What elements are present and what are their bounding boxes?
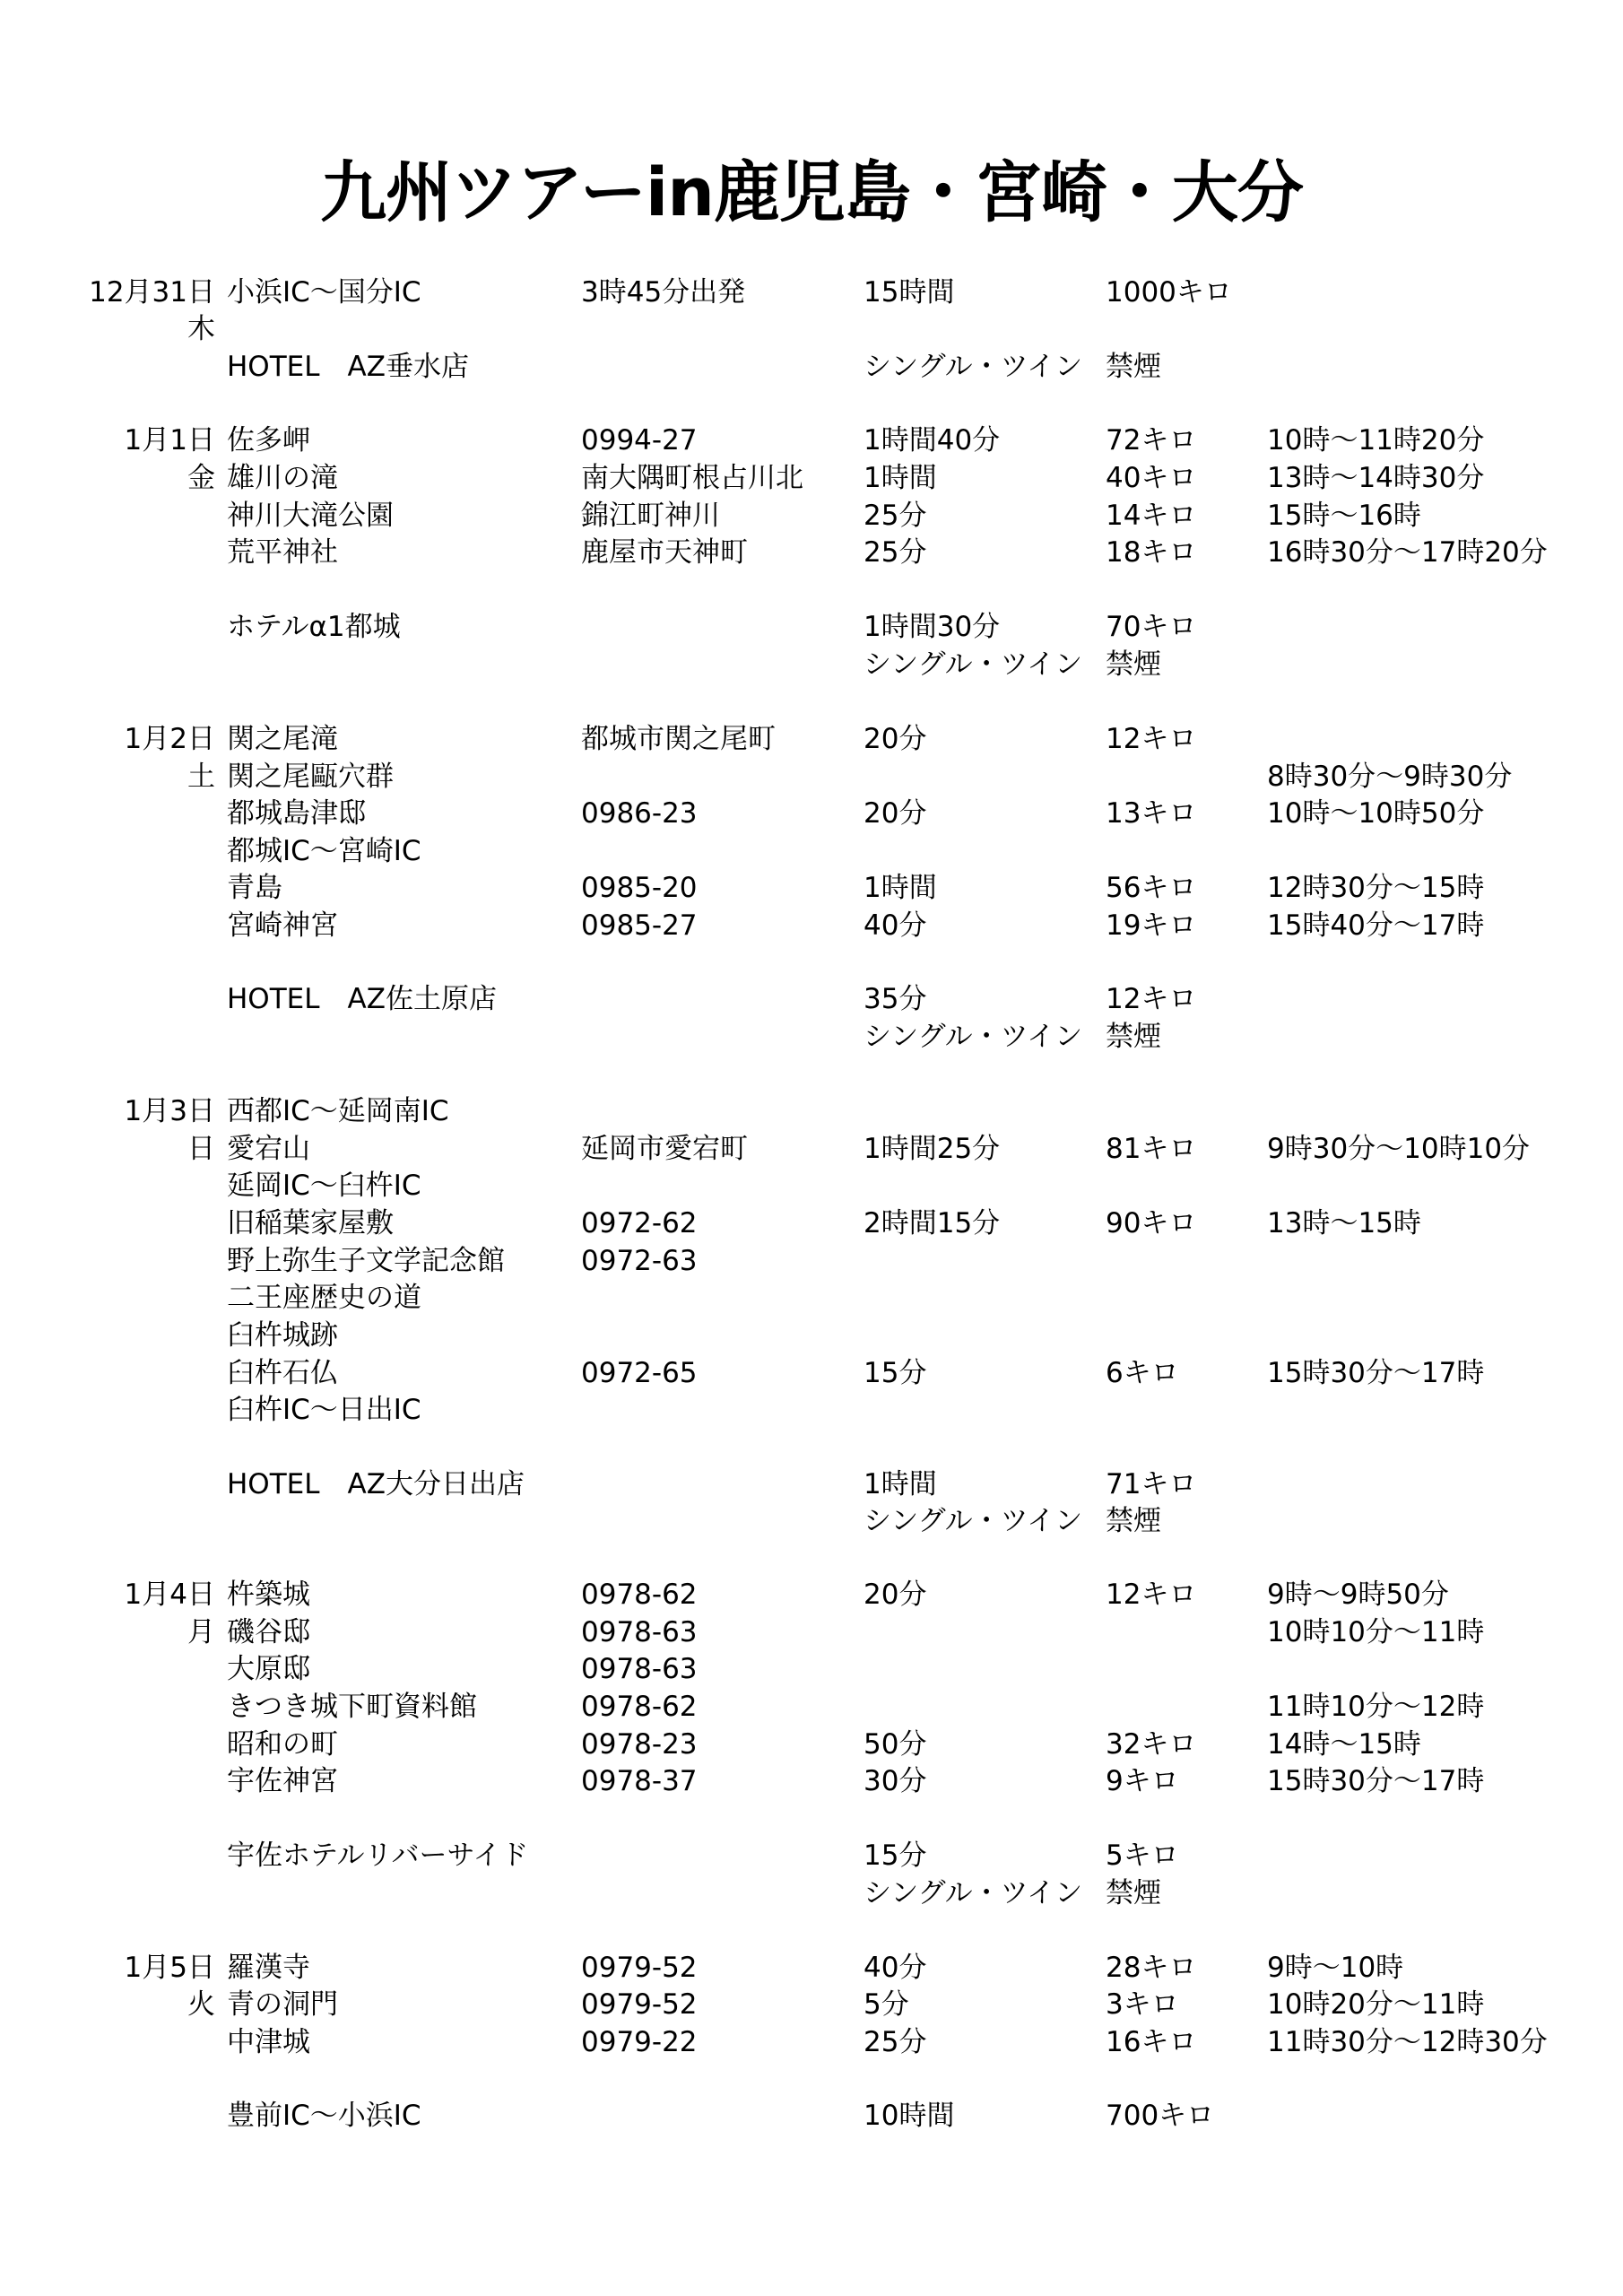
row-dur: シングル・ツイン <box>864 1877 1083 1909</box>
row-addr: 鹿屋市天神町 <box>581 536 748 569</box>
row-dist: 6キロ <box>1106 1357 1179 1389</box>
row-date: 1月5日 <box>124 1952 215 1984</box>
row-addr: 0985-27 <box>581 909 698 942</box>
row-place: 旧稲葉家屋敷 <box>227 1207 394 1239</box>
row-time: 9時～10時 <box>1267 1952 1404 1984</box>
schedule-row <box>0 1130 1623 1168</box>
row-dur: 1時間40分 <box>864 424 1001 457</box>
row-dist: 12キロ <box>1106 1578 1197 1611</box>
row-dist: 90キロ <box>1106 1207 1197 1239</box>
schedule-row <box>0 1502 1623 1540</box>
schedule-row <box>0 1317 1623 1354</box>
row-dist: 16キロ <box>1106 2026 1197 2058</box>
row-dur: 40分 <box>864 909 927 942</box>
row-place: きつき城下町資料館 <box>227 1691 477 1723</box>
row-time: 13時～15時 <box>1267 1207 1421 1239</box>
row-dist: 禁煙 <box>1106 1505 1161 1537</box>
row-time: 15時～16時 <box>1267 500 1421 532</box>
row-dist: 禁煙 <box>1106 351 1161 383</box>
row-dur: 2時間15分 <box>864 1207 1001 1239</box>
row-date: 12月31日 <box>89 276 215 309</box>
row-date: 1月2日 <box>124 723 215 755</box>
row-place: HOTEL AZ佐土原店 <box>227 983 497 1015</box>
row-place: 羅漢寺 <box>227 1952 310 1984</box>
row-addr: 0979-52 <box>581 1988 698 2021</box>
row-dist: 28キロ <box>1106 1952 1197 1984</box>
row-dist: 12キロ <box>1106 983 1197 1015</box>
row-dist: 13キロ <box>1106 797 1197 830</box>
row-dist: 70キロ <box>1106 611 1197 643</box>
row-time: 10時～10時50分 <box>1267 797 1485 830</box>
row-dur: 1時間 <box>864 872 937 904</box>
row-dist: 56キロ <box>1106 872 1197 904</box>
schedule-row <box>0 758 1623 796</box>
schedule-row <box>0 1205 1623 1242</box>
row-addr: 0972-65 <box>581 1357 698 1389</box>
row-time: 11時30分～12時30分 <box>1267 2026 1548 2058</box>
row-addr: 0979-22 <box>581 2026 698 2058</box>
schedule-row <box>0 646 1623 683</box>
row-dur: 5分 <box>864 1988 909 2021</box>
row-place: 小浜IC～国分IC <box>227 276 421 309</box>
schedule-row <box>0 1391 1623 1429</box>
row-time: 10時～11時20分 <box>1267 424 1485 457</box>
schedule-row <box>0 1986 1623 2023</box>
row-place: 昭和の町 <box>227 1728 338 1761</box>
schedule-row <box>0 980 1623 1018</box>
row-place: 二王座歴史の道 <box>227 1282 421 1314</box>
row-addr: 0972-63 <box>581 1245 698 1277</box>
row-date: 1月3日 <box>124 1095 215 1127</box>
schedule-row <box>0 534 1623 571</box>
row-dist: 12キロ <box>1106 723 1197 755</box>
row-place: 西都IC～延岡南IC <box>227 1095 449 1127</box>
row-time: 8時30分～9時30分 <box>1267 761 1513 793</box>
row-time: 9時～9時50分 <box>1267 1578 1449 1611</box>
row-place: 豊前IC～小浜IC <box>227 2100 421 2132</box>
row-dur: 50分 <box>864 1728 927 1761</box>
row-place: 杵築城 <box>227 1578 310 1611</box>
row-addr: 0978-63 <box>581 1653 698 1685</box>
row-date: 木 <box>187 313 215 345</box>
row-dist: 32キロ <box>1106 1728 1197 1761</box>
row-dur: 15分 <box>864 1839 927 1872</box>
row-dist: 72キロ <box>1106 424 1197 457</box>
schedule-row <box>0 274 1623 311</box>
row-dur: 35分 <box>864 983 927 1015</box>
row-addr: 南大隅町根占川北 <box>581 462 803 494</box>
row-addr: 0979-52 <box>581 1952 698 1984</box>
row-time: 9時30分～10時10分 <box>1267 1133 1531 1165</box>
row-addr: 0978-37 <box>581 1765 698 1797</box>
schedule-row <box>0 1650 1623 1688</box>
row-dur: 1時間 <box>864 462 937 494</box>
row-time: 16時30分～17時20分 <box>1267 536 1548 569</box>
row-addr: 0978-62 <box>581 1578 698 1611</box>
row-addr: 0994-27 <box>581 424 698 457</box>
row-dist: 700キロ <box>1106 2100 1215 2132</box>
row-addr: 錦江町神川 <box>581 500 720 532</box>
schedule-row <box>0 348 1623 386</box>
row-time: 14時～15時 <box>1267 1728 1421 1761</box>
schedule-row <box>0 2023 1623 2061</box>
row-dist: 71キロ <box>1106 1468 1197 1500</box>
row-dist: 禁煙 <box>1106 1877 1161 1909</box>
row-place: 延岡IC～臼杵IC <box>227 1170 421 1202</box>
row-time: 12時30分～15時 <box>1267 872 1485 904</box>
row-place: 臼杵城跡 <box>227 1319 338 1352</box>
row-place: 神川大滝公園 <box>227 500 394 532</box>
row-addr: 延岡市愛宕町 <box>581 1133 748 1165</box>
schedule-row <box>0 1092 1623 1130</box>
row-place: 関之尾甌穴群 <box>227 761 394 793</box>
row-addr: 0978-63 <box>581 1616 698 1648</box>
row-place: 都城島津邸 <box>227 797 366 830</box>
row-time: 10時10分～11時 <box>1267 1616 1485 1648</box>
row-dist: 81キロ <box>1106 1133 1197 1165</box>
row-dist: 18キロ <box>1106 536 1197 569</box>
schedule-row <box>0 1613 1623 1651</box>
row-dur: 15分 <box>864 1357 927 1389</box>
row-dist: 5キロ <box>1106 1839 1179 1872</box>
row-dur: 25分 <box>864 2026 927 2058</box>
schedule-row <box>0 1688 1623 1726</box>
row-time: 13時～14時30分 <box>1267 462 1485 494</box>
row-place: 磯谷邸 <box>227 1616 310 1648</box>
row-dist: 40キロ <box>1106 462 1197 494</box>
schedule-row <box>0 608 1623 646</box>
schedule-row <box>0 1949 1623 1987</box>
row-addr: 3時45分出発 <box>581 276 746 309</box>
row-addr: 0978-23 <box>581 1728 698 1761</box>
row-dur: 1時間 <box>864 1468 937 1500</box>
row-dur: 25分 <box>864 536 927 569</box>
row-place: 野上弥生子文学記念館 <box>227 1245 505 1277</box>
row-dur: 25分 <box>864 500 927 532</box>
row-time: 15時30分～17時 <box>1267 1765 1485 1797</box>
row-dur: シングル・ツイン <box>864 351 1083 383</box>
row-dist: 14キロ <box>1106 500 1197 532</box>
schedule-row <box>0 795 1623 832</box>
row-place: 佐多岬 <box>227 424 310 457</box>
row-place: 愛宕山 <box>227 1133 310 1165</box>
row-place: 青の洞門 <box>227 1988 338 2021</box>
row-place: 宇佐ホテルリバーサイド <box>227 1839 529 1872</box>
row-addr: 0986-23 <box>581 797 698 830</box>
row-place: 中津城 <box>227 2026 310 2058</box>
schedule-row <box>0 720 1623 758</box>
row-place: 臼杵石仏 <box>227 1357 338 1389</box>
row-date: 1月4日 <box>124 1578 215 1611</box>
schedule-row <box>0 1837 1623 1874</box>
row-dur: 1時間30分 <box>864 611 1001 643</box>
schedule-row <box>0 1726 1623 1763</box>
schedule-row <box>0 422 1623 459</box>
schedule-row <box>0 1279 1623 1317</box>
schedule-row <box>0 869 1623 907</box>
schedule-row <box>0 1242 1623 1280</box>
row-dur: 1時間25分 <box>864 1133 1001 1165</box>
row-time: 15時40分～17時 <box>1267 909 1485 942</box>
schedule-row <box>0 1465 1623 1503</box>
schedule-row <box>0 1576 1623 1613</box>
schedule-row <box>0 310 1623 348</box>
row-addr: 0972-62 <box>581 1207 698 1239</box>
row-dist: 3キロ <box>1106 1988 1179 2021</box>
row-date: 土 <box>187 761 215 793</box>
row-date: 月 <box>187 1616 215 1648</box>
row-place: 宇佐神宮 <box>227 1765 338 1797</box>
row-dist: 9キロ <box>1106 1765 1179 1797</box>
schedule-row <box>0 497 1623 535</box>
row-dur: 20分 <box>864 723 927 755</box>
row-date: 金 <box>187 462 215 494</box>
page-title: 九州ツアーin鹿児島・宮崎・大分 <box>320 154 1303 231</box>
row-place: 都城IC～宮崎IC <box>227 835 421 867</box>
row-dur: シングル・ツイン <box>864 1021 1083 1053</box>
schedule-row <box>0 2097 1623 2135</box>
row-dur: 30分 <box>864 1765 927 1797</box>
schedule-row <box>0 1018 1623 1056</box>
row-place: 臼杵IC～日出IC <box>227 1394 421 1426</box>
row-addr: 都城市関之尾町 <box>581 723 776 755</box>
row-addr: 0985-20 <box>581 872 698 904</box>
row-place: 宮崎神宮 <box>227 909 338 942</box>
schedule-row <box>0 1167 1623 1205</box>
row-dist: 禁煙 <box>1106 1021 1161 1053</box>
row-place: HOTEL AZ垂水店 <box>227 351 469 383</box>
row-place: 青島 <box>227 872 282 904</box>
row-dist: 19キロ <box>1106 909 1197 942</box>
row-time: 15時30分～17時 <box>1267 1357 1485 1389</box>
row-place: 関之尾滝 <box>227 723 338 755</box>
row-dur: 10時間 <box>864 2100 955 2132</box>
row-place: ホテルα1都城 <box>227 611 401 643</box>
row-dur: 40分 <box>864 1952 927 1984</box>
row-place: 大原邸 <box>227 1653 310 1685</box>
row-dist: 1000キロ <box>1106 276 1232 309</box>
schedule-row <box>0 832 1623 870</box>
row-date: 日 <box>187 1133 215 1165</box>
schedule-row <box>0 1762 1623 1800</box>
schedule-row <box>0 1874 1623 1912</box>
row-addr: 0978-62 <box>581 1691 698 1723</box>
row-place: HOTEL AZ大分日出店 <box>227 1468 525 1500</box>
row-dur: シングル・ツイン <box>864 648 1083 681</box>
row-place: 荒平神社 <box>227 536 338 569</box>
row-time: 10時20分～11時 <box>1267 1988 1485 2021</box>
row-dur: 15時間 <box>864 276 955 309</box>
row-dur: シングル・ツイン <box>864 1505 1083 1537</box>
row-time: 11時10分～12時 <box>1267 1691 1485 1723</box>
row-date: 火 <box>187 1988 215 2021</box>
row-dist: 禁煙 <box>1106 648 1161 681</box>
schedule-row <box>0 1354 1623 1392</box>
row-place: 雄川の滝 <box>227 462 338 494</box>
row-date: 1月1日 <box>124 424 215 457</box>
schedule-row <box>0 459 1623 497</box>
row-dur: 20分 <box>864 1578 927 1611</box>
row-dur: 20分 <box>864 797 927 830</box>
schedule-row <box>0 907 1623 944</box>
